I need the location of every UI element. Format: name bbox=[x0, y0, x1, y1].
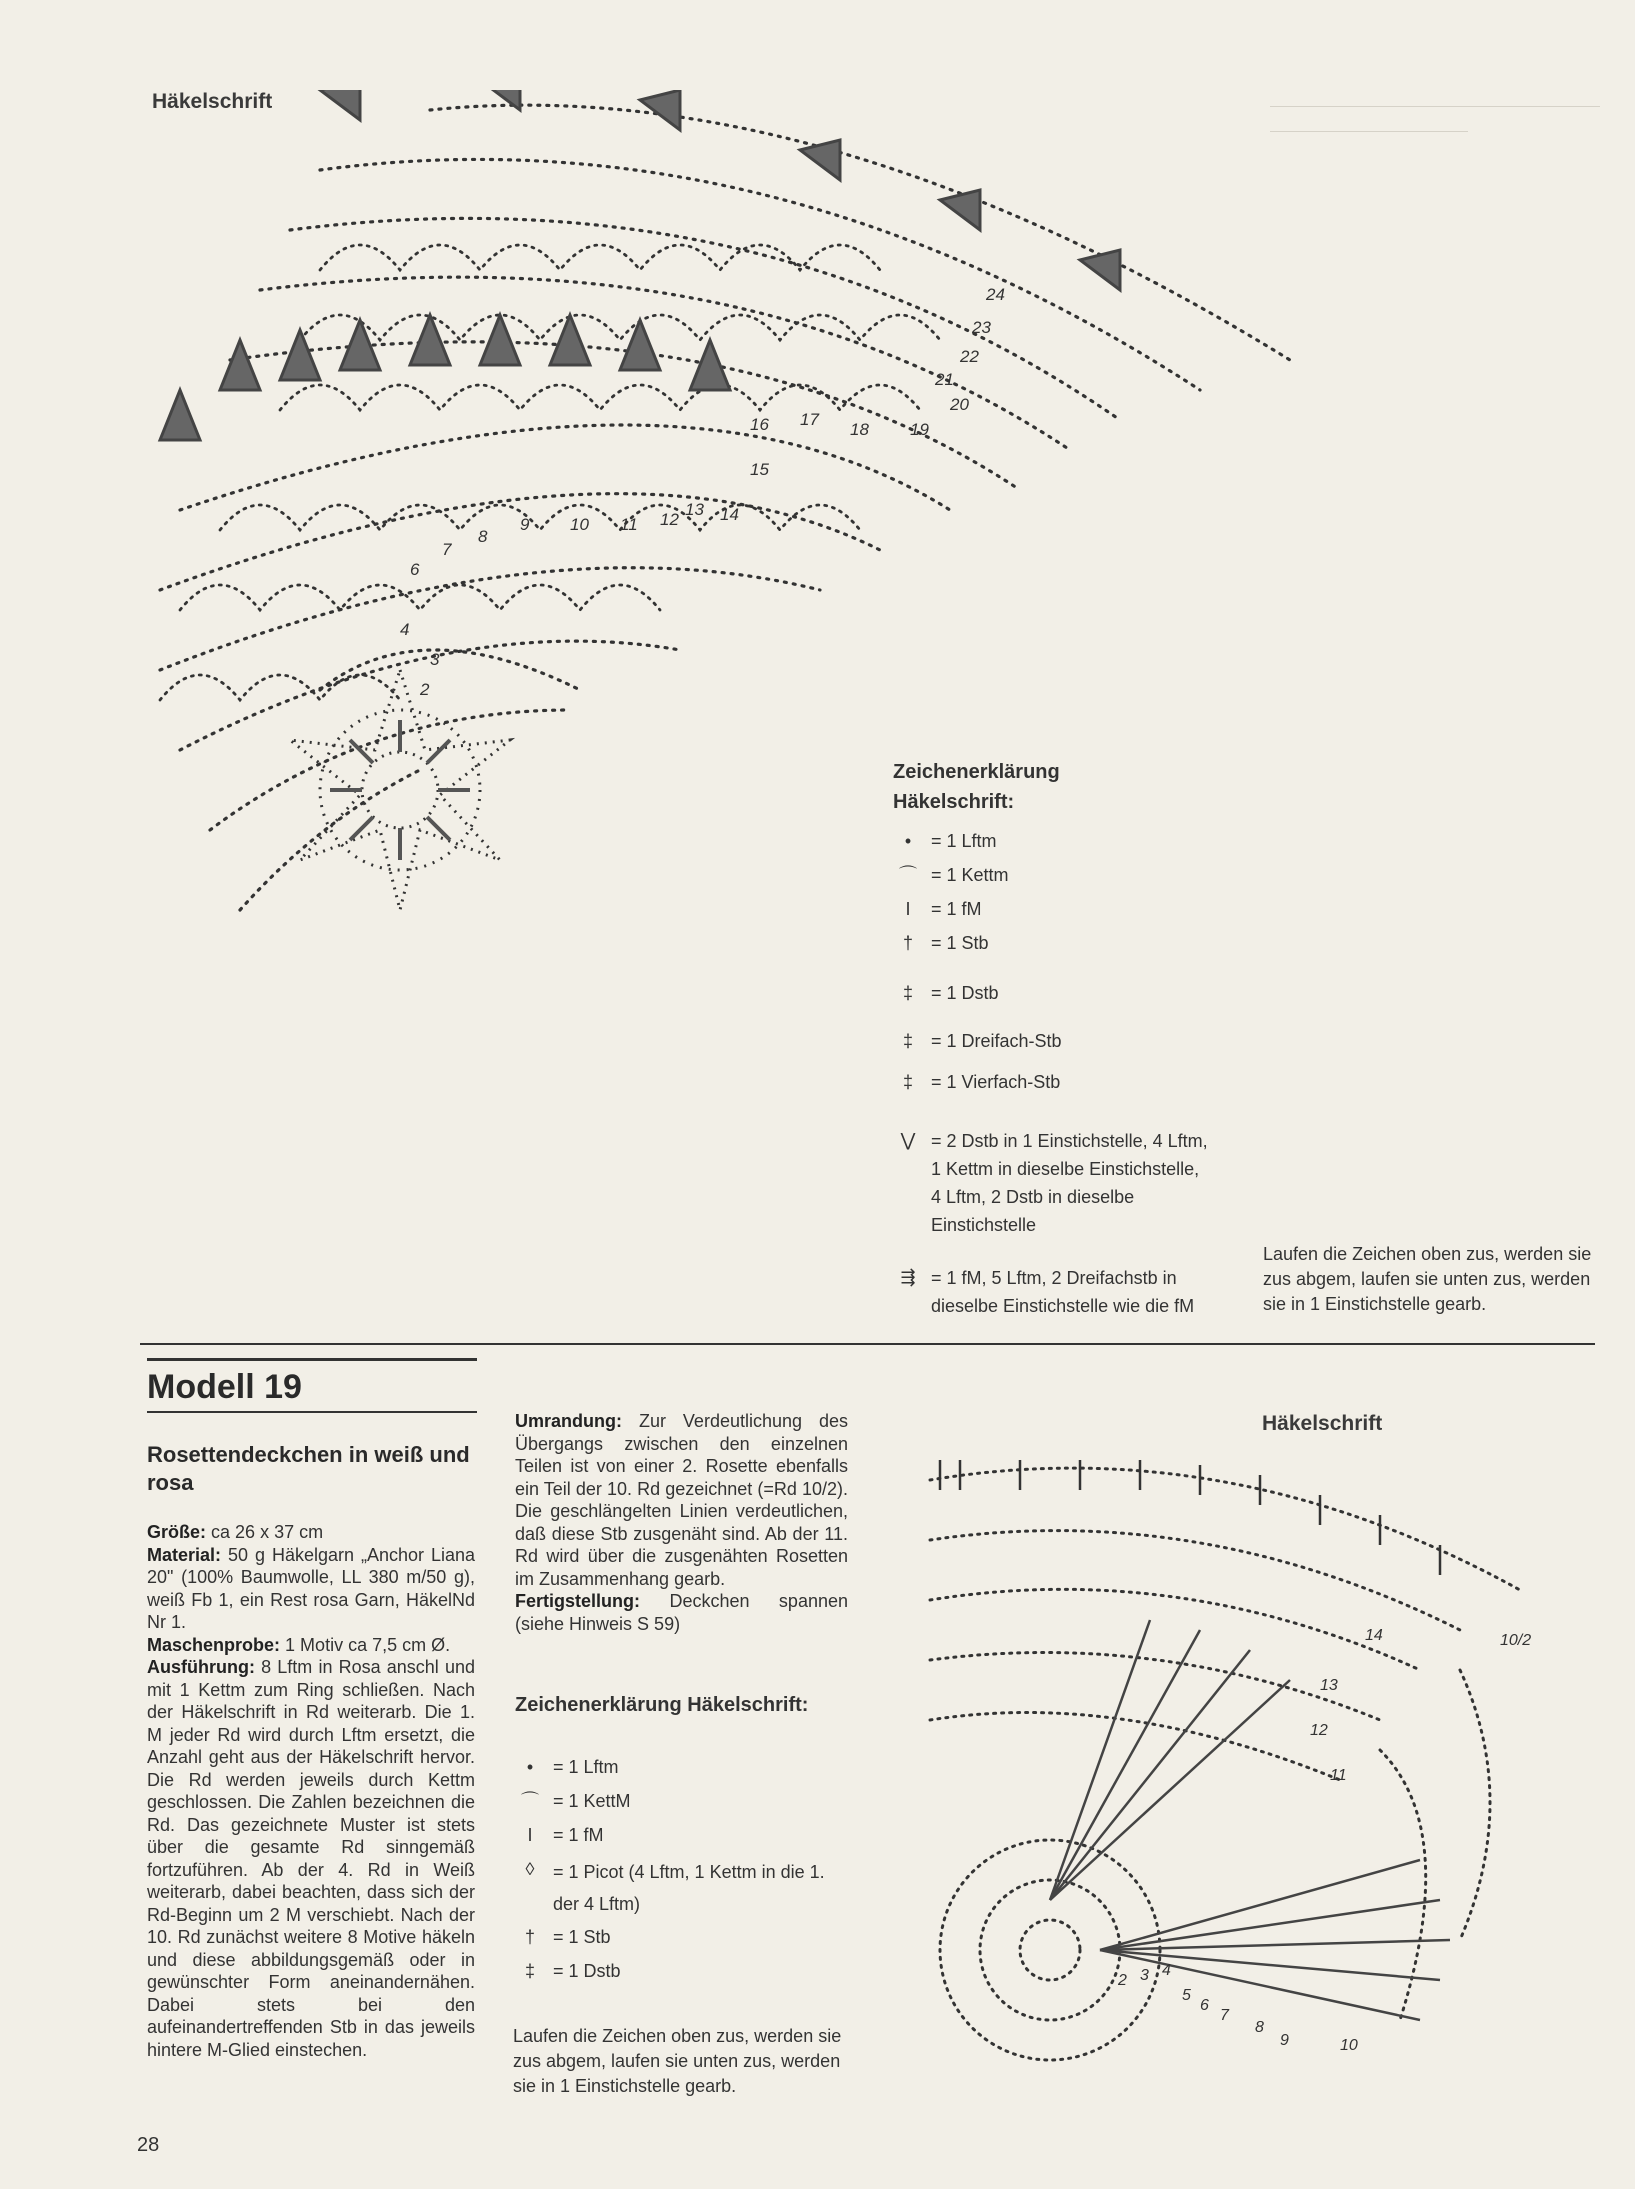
round-label: 11 bbox=[1330, 1767, 1347, 1784]
scallops bbox=[160, 245, 940, 700]
round-label: 16 bbox=[750, 415, 769, 434]
round-label: 15 bbox=[750, 460, 769, 479]
top-legend-item bbox=[893, 930, 1233, 956]
round-label: 9 bbox=[1280, 2032, 1289, 2049]
finishing-line bbox=[515, 1590, 848, 1635]
round-label: 12 bbox=[660, 510, 679, 529]
round-label: 5 bbox=[1182, 1987, 1191, 2004]
gauge-line bbox=[147, 1634, 475, 1657]
top-legend-item-text: = 1 Lftm bbox=[931, 831, 997, 851]
round-label: 10/2 bbox=[1500, 1632, 1532, 1649]
model-legend-item-text: = 1 Lftm bbox=[553, 1757, 619, 1777]
border-label: Umrandung: bbox=[515, 1411, 622, 1431]
quadruple-treble-icon: ‡ bbox=[902, 1072, 913, 1092]
model-legend-item bbox=[515, 1958, 845, 1984]
round-label: 21 bbox=[935, 370, 954, 389]
single-crochet-icon: I bbox=[527, 1825, 533, 1845]
double-crochet-icon: † bbox=[902, 933, 913, 953]
round-label: 2 bbox=[1118, 1972, 1127, 1989]
top-legend-item-text: = 1 Dstb bbox=[931, 983, 999, 1003]
section-divider bbox=[140, 1343, 1595, 1345]
model-diagram-heading: Häkelschrift bbox=[1262, 1412, 1383, 1435]
round-label: 24 bbox=[986, 285, 1005, 304]
triple-treble-icon: ‡ bbox=[902, 1031, 913, 1051]
execution-label: Ausführung: bbox=[147, 1657, 255, 1677]
model-legend-item bbox=[515, 1924, 845, 1950]
round-label: 23 bbox=[972, 318, 991, 337]
slip-stitch-icon: ⌒ bbox=[899, 865, 917, 885]
round-label: 8 bbox=[478, 527, 488, 546]
top-legend-item-text: = 2 Dstb in 1 Einstichstelle, 4 Lftm, 1 Kettm in dieselbe Einstichstelle, 4 Lftm, 2 Dstb in dieselbe Einstichstelle bbox=[931, 1131, 1208, 1235]
model-legend-item-text: = 1 Picot (4 Lftm, 1 Kettm in die 1. der 4 Lftm) bbox=[553, 1862, 825, 1914]
round-label: 13 bbox=[685, 500, 704, 519]
model-legend-item bbox=[515, 1822, 845, 1848]
size-line bbox=[147, 1521, 475, 1544]
model-legend-title: Zeichenerklärung Häkelschrift: bbox=[515, 1694, 809, 1716]
title-rule-top bbox=[147, 1358, 477, 1361]
top-crochet-diagram bbox=[120, 90, 1420, 1290]
round-label: 4 bbox=[400, 620, 410, 639]
top-legend-item bbox=[893, 828, 1233, 854]
round-label: 4 bbox=[1162, 1962, 1171, 1979]
top-legend-item bbox=[893, 1069, 1233, 1095]
round-label: 9 bbox=[520, 515, 530, 534]
material-line bbox=[147, 1544, 475, 1634]
top-legend-title-line1: Zeichenerklärung bbox=[893, 761, 1060, 783]
round-label: 11 bbox=[620, 515, 638, 534]
round-label: 3 bbox=[430, 650, 440, 669]
double-crochet-icon: † bbox=[524, 1927, 535, 1947]
top-legend-item-text: = 1 Dreifach-Stb bbox=[931, 1031, 1062, 1051]
model-title: Modell 19 bbox=[147, 1368, 302, 1406]
round-label: 20 bbox=[950, 395, 969, 414]
page-number: 28 bbox=[137, 2134, 160, 2156]
single-crochet-icon: I bbox=[905, 899, 911, 919]
model-legend-item-text: = 1 Stb bbox=[553, 1927, 611, 1947]
gauge-value: 1 Motiv ca 7,5 cm Ø. bbox=[285, 1634, 451, 1655]
top-legend-item bbox=[893, 896, 1233, 922]
model-legend-item bbox=[515, 1856, 845, 1916]
top-legend-item-text: = 1 Vierfach-Stb bbox=[931, 1072, 1061, 1092]
picot-icon: ◊ bbox=[525, 1859, 535, 1879]
model-note: Laufen die Zeichen oben zus, werden sie zus abgem, laufen sie unten zus, werden sie in 1 Einstichstelle gearb. bbox=[513, 2026, 842, 2096]
round-label: 8 bbox=[1255, 2019, 1264, 2036]
round-label: 6 bbox=[1200, 1997, 1209, 2014]
round-label: 7 bbox=[1220, 2007, 1229, 2024]
instructions-column-1 bbox=[147, 1521, 475, 2061]
top-legend-item-text: = 1 fM, 5 Lftm, 2 Dreifachstb in dieselbe Einstichstelle wie die fM bbox=[931, 1268, 1195, 1316]
round-label: 10 bbox=[570, 515, 589, 534]
fan-cluster-icon: ⇶ bbox=[900, 1267, 916, 1287]
top-legend-item bbox=[893, 980, 1233, 1006]
model-legend-item-text: = 1 KettM bbox=[553, 1791, 631, 1811]
round-label: 17 bbox=[800, 410, 819, 429]
round-label: 14 bbox=[720, 505, 739, 524]
top-legend-item-text: = 1 Kettm bbox=[931, 865, 1009, 885]
border-line bbox=[515, 1410, 848, 1590]
treble-crochet-icon: ‡ bbox=[902, 983, 913, 1003]
star-rosette bbox=[290, 670, 510, 910]
top-legend-item-text: = 1 fM bbox=[931, 899, 982, 919]
gauge-label: Maschenprobe: bbox=[147, 1634, 281, 1655]
execution-value: 8 Lftm in Rosa anschl und mit 1 Kettm zum Ring schließen. Nach der Häkelschrift in Rd weiterarb. Die 1. M jeder Rd wird durch Lftm ersetzt, die Anzahl geht aus der Häkelschrift hervor. Die Rd werden jeweils durch Kettm geschlossen. Die Zahlen bezeichnen die Rd. Das gezeichnete Muster ist stets über die gesamte Rd sinngemäß fortzuführen. Ab der 4. Rd in Weiß weiterarb, dabei beachten, dass sich der Rd-Beginn um 2 M verschiebt. Nach der 10. Rd zunächst weitere 8 Motive häkeln und diese abbildungsgemäß oder in gewünschter Form aneinandernähen. Dabei stets bei den aufeinandertreffenden Stb in das jeweils hintere M-Glied einstechen. bbox=[147, 1657, 475, 2060]
round-label: 10 bbox=[1340, 2037, 1358, 2054]
round-label: 13 bbox=[1320, 1677, 1338, 1694]
border-value: Zur Verdeutlichung des Übergangs zwischen den einzelnen Teilen ist von einer 2. Rosette ebenfalls ein Teil der 10. Rd gezeichnet (=Rd 10/2). Die geschlängelten Linien verdeutlichen, daß diese Stb zusgenäht sind. Ab der 11. Rd wird über die zusgenähten Rosetten im Zusammenhang gearb. bbox=[515, 1411, 848, 1589]
round-label: 12 bbox=[1310, 1722, 1328, 1739]
round-label: 22 bbox=[960, 347, 979, 366]
top-side-note: Laufen die Zeichen oben zus, werden sie zus abgem, laufen sie unten zus, werden sie in 1 Einstichstelle gearb. bbox=[1263, 1244, 1592, 1314]
title-rule-bottom bbox=[147, 1411, 477, 1413]
size-value: ca 26 x 37 cm bbox=[211, 1522, 324, 1542]
round-label: 7 bbox=[442, 540, 452, 559]
round-label: 2 bbox=[420, 680, 430, 699]
round-label: 19 bbox=[910, 420, 929, 439]
chain-stitch-icon: • bbox=[904, 831, 912, 851]
treble-crochet-icon: ‡ bbox=[524, 1961, 535, 1981]
round-label: 18 bbox=[850, 420, 869, 439]
execution-line bbox=[147, 1656, 475, 2061]
top-legend-item-text: = 1 Stb bbox=[931, 933, 989, 953]
model-legend-item bbox=[515, 1788, 845, 1814]
model-subtitle: Rosettendeckchen in weiß und rosa bbox=[147, 1442, 470, 1495]
chain-stitch-icon: • bbox=[526, 1757, 534, 1777]
model-legend-item-text: = 1 Dstb bbox=[553, 1961, 621, 1981]
v-cluster-icon: ⋁ bbox=[900, 1130, 916, 1150]
top-legend-item bbox=[893, 1028, 1233, 1054]
slip-stitch-icon: ⌒ bbox=[521, 1791, 539, 1811]
model-legend-item-text: = 1 fM bbox=[553, 1825, 604, 1845]
round-label: 6 bbox=[410, 560, 420, 579]
finishing-label: Fertigstellung: bbox=[515, 1591, 640, 1611]
round-label: 3 bbox=[1140, 1967, 1149, 1984]
model-legend-item bbox=[515, 1754, 845, 1780]
model-crochet-diagram bbox=[900, 1420, 1580, 2100]
post-stitches bbox=[940, 1460, 1440, 1575]
finishing-value: Deckchen spannen (siehe Hinweis S 59) bbox=[515, 1591, 848, 1634]
top-legend-title-line2: Häkelschrift: bbox=[893, 791, 1015, 813]
top-diagram-heading: Häkelschrift bbox=[152, 90, 273, 113]
instructions-column-2 bbox=[515, 1410, 848, 1635]
top-legend-item bbox=[893, 862, 1233, 888]
top-legend-item bbox=[893, 1127, 1233, 1237]
size-label: Größe: bbox=[147, 1522, 207, 1542]
top-legend-title bbox=[893, 757, 1060, 817]
stitch-fan bbox=[1050, 1620, 1450, 2020]
material-label: Material: bbox=[147, 1544, 222, 1565]
chain-arcs bbox=[930, 1468, 1520, 2060]
round-label: 14 bbox=[1365, 1627, 1383, 1644]
material-value: 50 g Häkelgarn „Anchor Liana 20" (100% Baumwolle, LL 380 m/50 g), weiß Fb 1, ein Rest rosa Garn, HäkelNd Nr 1. bbox=[147, 1544, 475, 1632]
top-legend-item bbox=[893, 1264, 1233, 1324]
